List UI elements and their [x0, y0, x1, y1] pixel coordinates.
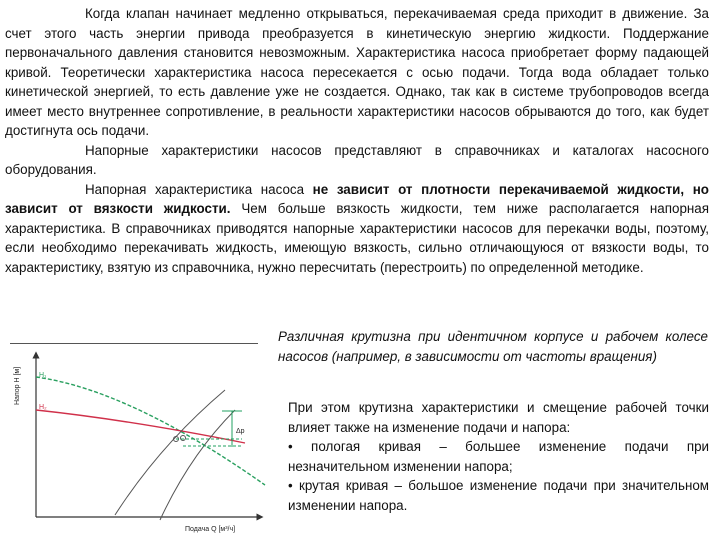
working-point-2 [181, 436, 186, 441]
curve-label-h1: H₁ [39, 372, 47, 379]
bullet-steep-curve: • крутая кривая – большое изменение подачи при значительном изменении напора. [288, 478, 709, 513]
delta-label: Δp [236, 428, 245, 435]
y-axis-label: Напор H [м] [14, 366, 21, 405]
paragraph-1: Когда клапан начинает медленно открываться, перекачиваемая среда приходит в движение. За счет этого часть энергии привода преобразуется в кинетическую энергию жидкости. Поддержание первоначального давления становится невозможным. Характеристика насоса приобретает форму падающей кривой. Теоретически характеристика насоса пересекается с осью подачи. Тогда вода обладает только кинетической энергией, то есть давление уже не создается. Однако, так как в системе трубопроводов всегда имеет место внутреннее сопротивление, в реальности характеристики насосов обрываются до того, как будет достигнута ось подачи. [5, 6, 709, 138]
curve-label-h2: H₂ [39, 404, 47, 411]
system-curve-1 [115, 390, 225, 515]
paragraph-2: Напорные характеристики насосов представляют в справочниках и каталогах насосного оборудования. [5, 142, 709, 177]
paragraph-3-rest: Чем больше вязкость жидкости, тем ниже располагается напорная характеристика. В справочниках приводятся напорные характеристики насосов для перекачки воды, поэтому, если необходимо перекачивать жидкость, имеющую вязкость, сильно отличающуюся от вязкости воды, то характеристику, взятую из справочника, нужно пересчитать (перестроить) по определенной методике. [5, 201, 709, 275]
paragraph-3-bold: не зависит от плотности перекачиваемой жидкости, но зависит от вязкости жидкости. [5, 181, 709, 216]
curve-h1 [36, 377, 265, 485]
paragraph-3 [5, 180, 709, 278]
chart-svg [10, 335, 280, 535]
x-axis-label: Подача Q [м³/ч] [185, 526, 236, 533]
curve-h2 [36, 410, 245, 443]
bullet-gentle-curve: • пологая кривая – большее изменение подачи при незначительном изменении напора; [288, 439, 709, 474]
figure-caption: Различная крутизна при идентичном корпусе и рабочем колесе насосов (например, в зависимости от частоты вращения) [278, 329, 708, 364]
main-text [5, 4, 709, 277]
side-text [288, 398, 709, 515]
side-text-intro: При этом крутизна характеристики и смещение рабочей точки влияет также на изменение подачи и напора: [288, 400, 709, 435]
paragraph-3-start: Напорная характеристика насоса [85, 181, 313, 197]
pump-curve-chart [10, 335, 280, 535]
